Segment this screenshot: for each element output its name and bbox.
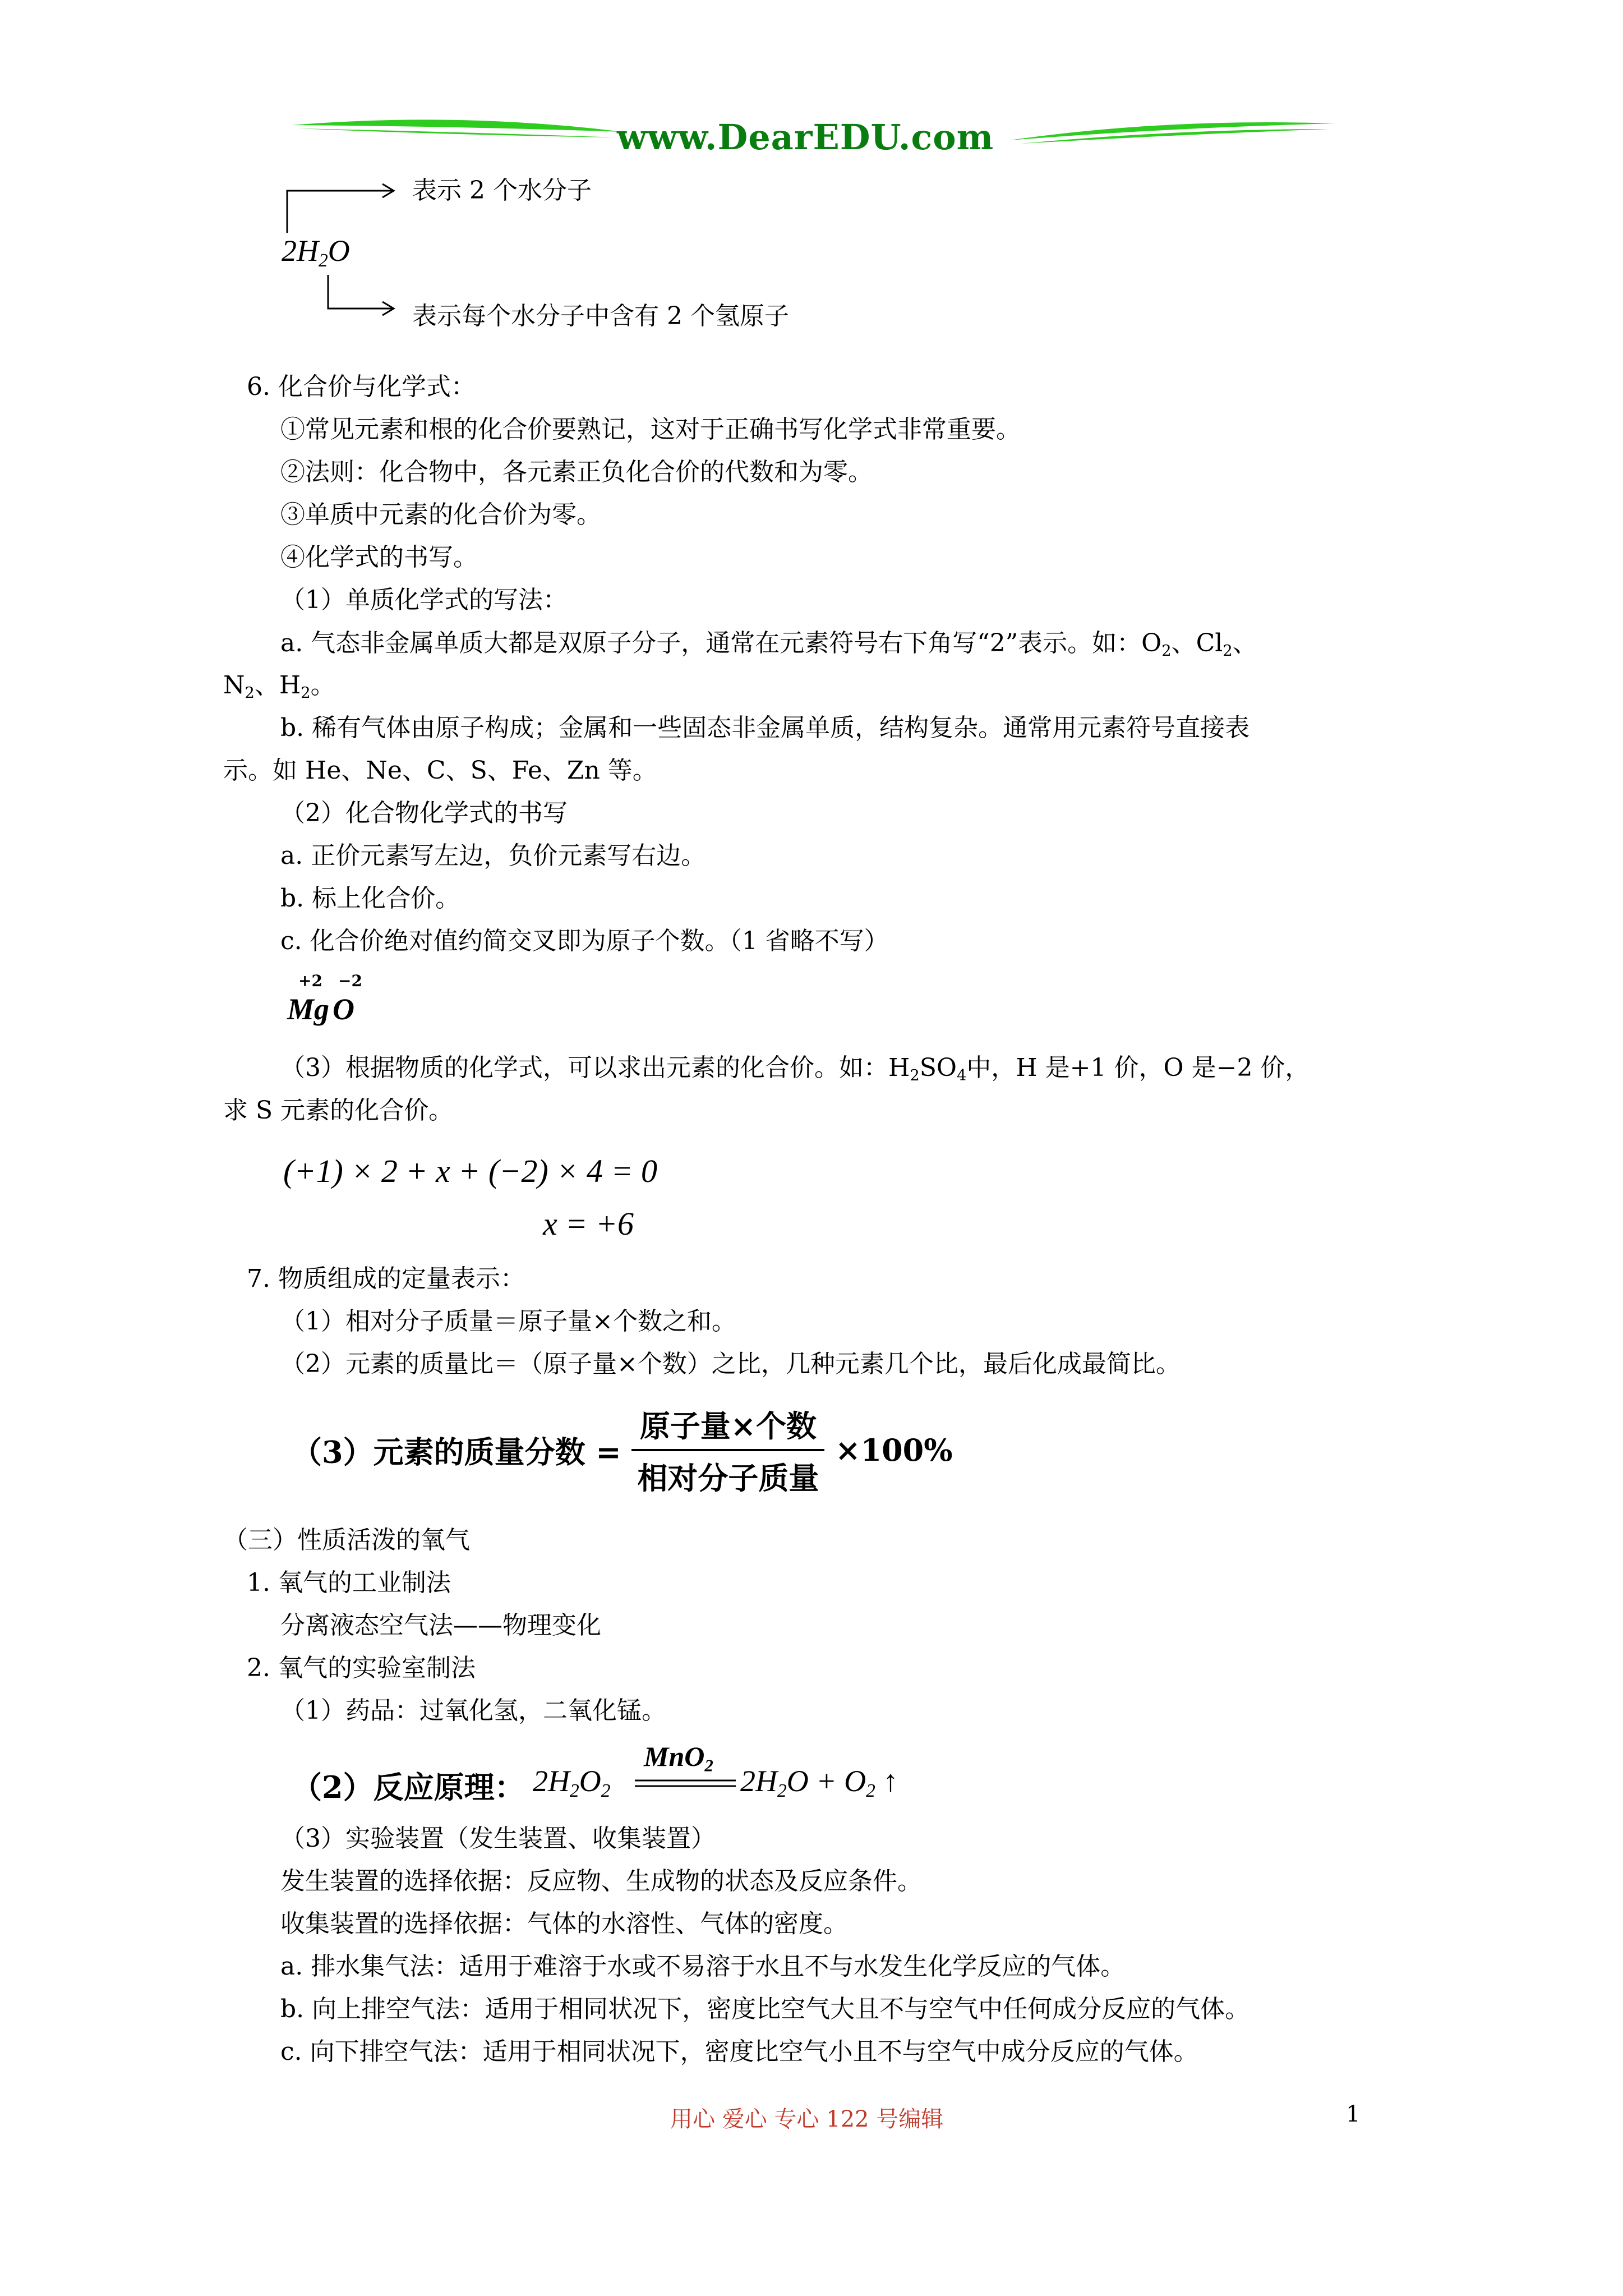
mgo-element-mg: Mg	[287, 992, 330, 1026]
mgo-valence-2: −2	[338, 972, 362, 990]
s6-sub2: （2）化合物化学式的书写	[280, 799, 568, 827]
s6-sub3-line2: 求 S 元素的化合价。	[223, 1096, 454, 1125]
mass-fraction-lead: （3）元素的质量分数 =	[292, 1434, 621, 1470]
s6-p4: ④化学式的书写。	[280, 543, 478, 572]
s7-p1: （1）相对分子质量＝原子量×个数之和。	[280, 1307, 736, 1336]
s6-cb: b. 标上化合价。	[280, 884, 460, 913]
footer-text: 用心 爱心 专心 122 号编辑	[670, 2106, 944, 2132]
s7-title: 7. 物质组成的定量表示：	[247, 1264, 525, 1293]
s3-i2: 2. 氧气的实验室制法	[247, 1654, 476, 1682]
formula-subscript: 2	[319, 250, 328, 272]
s3-i1: 1. 氧气的工业制法	[247, 1568, 451, 1597]
mass-fraction-denominator: 相对分子质量	[637, 1460, 819, 1496]
s3-title: （三）性质活泼的氧气	[223, 1526, 470, 1554]
s6-b2: 示。如 He、Ne、C、S、Fe、Zn 等。	[223, 756, 657, 785]
s6-sub1: （1）单质化学式的写法：	[280, 586, 568, 614]
s6-sub3-c: 中，H 是+1 价，O 是−2 价，	[966, 1053, 1310, 1082]
equation-1: (+1) × 2 + x + (−2) × 4 = 0	[283, 1153, 657, 1189]
s6-sub3	[280, 1053, 1310, 1085]
s6-a1-mid: 、Cl	[1171, 629, 1223, 657]
s6-a1-sub1: 2	[1161, 642, 1172, 660]
s6-cc: c. 化合价绝对值约简交叉即为原子个数。（1 省略不写）	[280, 927, 889, 955]
s6-title: 6. 化合价与化学式：	[247, 372, 476, 401]
diagram-bottom-label: 表示每个水分子中含有 2 个氢原子	[412, 302, 789, 330]
s6-p1: ①常见元素和根的化合价要熟记，这对于正确书写化学式非常重要。	[280, 415, 1021, 444]
reaction-equation	[292, 1740, 965, 1807]
formula-tail: O	[328, 234, 350, 268]
s6-a2-a: N	[223, 671, 245, 700]
s6-a2-c: 。	[310, 671, 335, 700]
reaction-lead: （2）反应原理：	[292, 1769, 525, 1805]
s3-l2: 收集装置的选择依据：气体的水溶性、气体的密度。	[280, 1910, 848, 1938]
page-number: 1	[1346, 2101, 1361, 2127]
s3-lb: b. 向上排空气法：适用于相同状况下，密度比空气大且不与空气中任何成分反应的气体。	[280, 1995, 1250, 2023]
reaction-catalyst-text: MnO	[644, 1741, 705, 1772]
s6-sub3-b: SO	[919, 1053, 957, 1082]
reaction-reactant: $2H_2O_2$	[533, 1764, 611, 1802]
header-swoosh-right	[1009, 118, 1335, 151]
header-site-name[interactable]: www.DearEDU.com	[617, 117, 994, 158]
s3-l1: 发生装置的选择依据：反应物、生成物的状态及反应条件。	[280, 1867, 922, 1895]
mgo-element-o: O	[333, 992, 355, 1026]
s6-p3: ③单质中元素的化合价为零。	[280, 500, 601, 529]
equation-2: x = +6	[543, 1205, 634, 1242]
s6-a2-sub2: 2	[301, 684, 311, 702]
formula-main: 2H	[282, 234, 319, 268]
diagram-top-label: 表示 2 个水分子	[412, 176, 592, 205]
header-swoosh-left	[292, 115, 623, 149]
s6-ca: a. 正价元素写左边，负价元素写右边。	[280, 841, 706, 870]
mgo-formula	[287, 992, 354, 1027]
s7-p2: （2）元素的质量比＝（原子量×个数）之比，几种元素几个比，最后化成最简比。	[280, 1350, 1181, 1378]
reaction-equals-sign	[635, 1778, 736, 1789]
s6-sub3-a: （3）根据物质的化学式，可以求出元素的化合价。如：H	[280, 1053, 910, 1082]
reaction-products: $2H_2O + O_2$ ↑	[740, 1764, 898, 1802]
mgo-valence-1: +2	[298, 972, 322, 990]
s6-a2-sub1: 2	[245, 684, 255, 702]
s6-sub3-sub1: 2	[910, 1067, 920, 1085]
mass-fraction-numerator: 原子量×个数	[631, 1402, 824, 1451]
reaction-catalyst-sub: 2	[704, 1755, 713, 1775]
s6-a1-sub2: 2	[1223, 642, 1233, 660]
s3-p3: （3）实验装置（发生装置、收集装置）	[280, 1824, 716, 1853]
s3-i1-body: 分离液态空气法——物理变化	[280, 1611, 601, 1640]
s6-b1: b. 稀有气体由原子构成；金属和一些固态非金属单质，结构复杂。通常用元素符号直接表	[280, 714, 1250, 742]
mass-fraction-fraction	[631, 1402, 824, 1498]
mass-fraction-formula	[292, 1402, 953, 1498]
s6-a1-end: 、	[1232, 629, 1257, 657]
s3-p1: （1）药品：过氧化氢，二氧化锰。	[280, 1696, 666, 1725]
s6-a1-text: a. 气态非金属单质大都是双原子分子，通常在元素符号右下角写“2”表示。如：O	[280, 629, 1162, 657]
s6-a1	[280, 629, 1257, 660]
s6-p2: ②法则：化合物中，各元素正负化合价的代数和为零。	[280, 458, 873, 486]
diagram-formula	[282, 233, 350, 272]
s6-a2	[223, 671, 335, 702]
s3-la: a. 排水集气法：适用于难溶于水或不易溶于水且不与水发生化学反应的气体。	[280, 1952, 1126, 1981]
s6-a2-b: 、H	[254, 671, 301, 700]
mass-fraction-tail: ×100%	[835, 1432, 953, 1468]
reaction-catalyst	[644, 1740, 713, 1773]
s6-sub3-sub2: 4	[956, 1067, 967, 1085]
s3-lc: c. 向下排空气法：适用于相同状况下，密度比空气小且不与空气中成分反应的气体。	[280, 2037, 1198, 2066]
